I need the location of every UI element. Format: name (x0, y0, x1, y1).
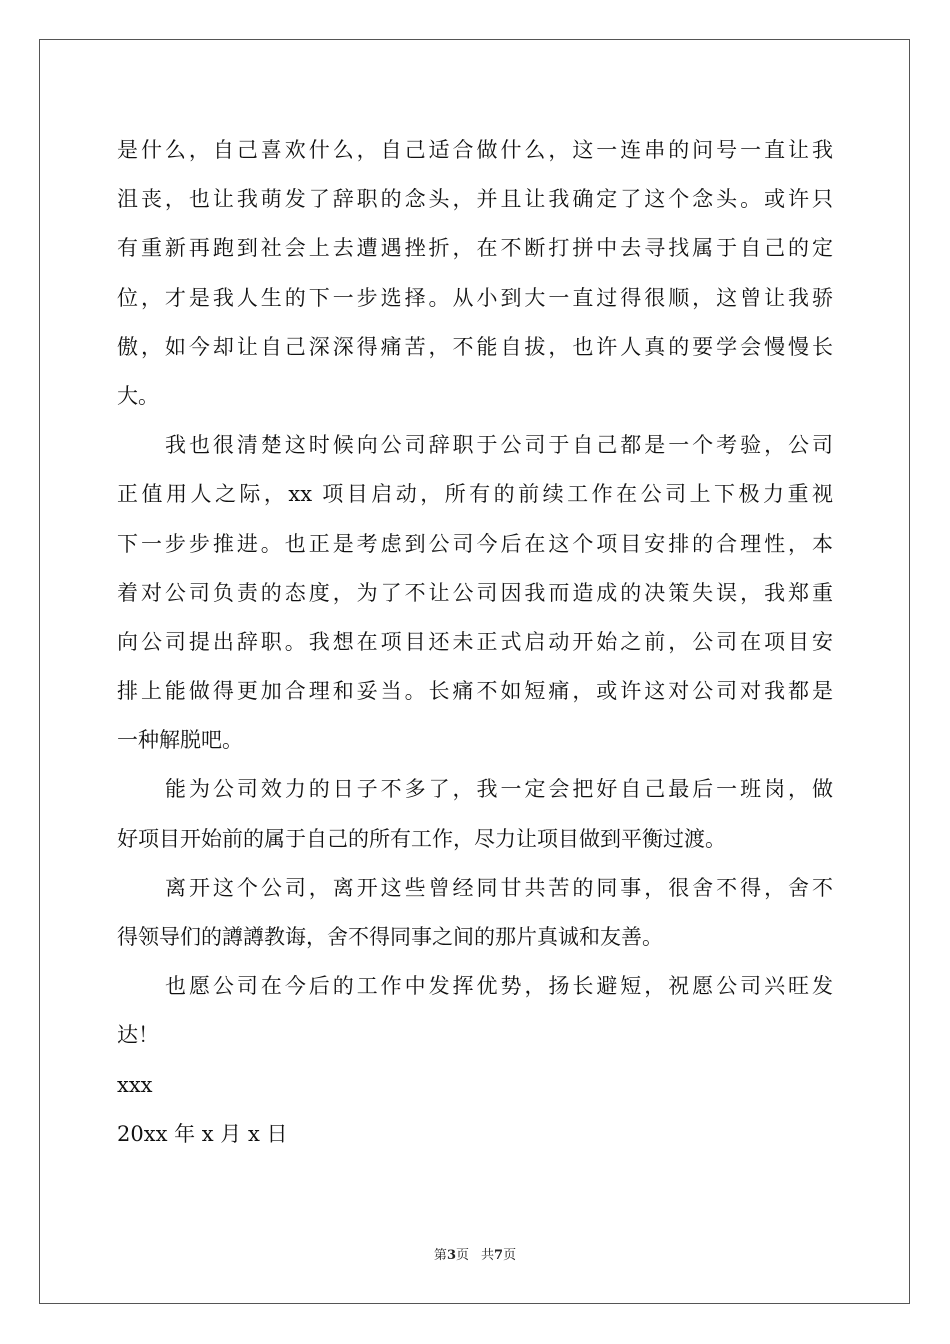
total-pages: 7 (494, 1248, 504, 1263)
text-line: 是什么，自己喜欢什么，自己适合做什么，这一连串的问号一直让我 (117, 138, 833, 162)
text-line: 有重新再跑到社会上去遭遇挫折，在不断打拼中去寻找属于自己的定 (117, 236, 833, 261)
text-line: 20xx 年 x 月 x 日 (117, 1121, 288, 1146)
text-line: 排上能做得更加合理和妥当。长痛不如短痛，或许这对公司对我都是 (117, 679, 833, 704)
total-suffix: 页 (503, 1248, 517, 1263)
text-line: 正值用人之际，xx 项目启动，所有的前续工作在公司上下极力重视 (117, 482, 833, 507)
page-number: 3 (446, 1248, 456, 1263)
text-line: 得领导们的譐譐教诲，舍不得同事之间的那片真诚和友善。 (117, 925, 663, 949)
text-line: 着对公司负责的态度，为了不让公司因我而造成的决策失误，我郑重 (117, 580, 833, 605)
text-line: 我也很清楚这时候向公司辞职于公司于自己都是一个考验，公司 (165, 433, 833, 458)
text-line: 大。 (117, 383, 159, 408)
text-line: xxx (117, 1072, 153, 1097)
page-prefix: 第 (433, 1248, 447, 1263)
letter-body (117, 126, 833, 1159)
text-line: 下一步步推进。也正是考虑到公司今后在这个项目安排的合理性，本 (117, 531, 833, 556)
text-line: 达！ (117, 1023, 159, 1048)
page-footer (0, 1247, 950, 1265)
total-prefix: 共 (481, 1248, 495, 1263)
text-line: 也愿公司在今后的工作中发挥优势，扬长避短，祝愿公司兴旺发 (165, 974, 833, 999)
page-suffix: 页 (455, 1248, 469, 1263)
text-line: 向公司提出辞职。我想在项目还未正式启动开始之前，公司在项目安 (117, 629, 833, 654)
text-line: 位，才是我人生的下一步选择。从小到大一直过得很顺，这曾让我骄 (117, 285, 833, 310)
text-line: 沮丧，也让我萌发了辞职的念头，并且让我确定了这个念头。或许只 (117, 187, 833, 212)
text-line: 能为公司效力的日子不多了，我一定会把好自己最后一班岗，做 (165, 777, 833, 802)
text-line: 好项目开始前的属于自己的所有工作，尽力让项目做到平衡过渡。 (117, 826, 726, 851)
text-line: 一种解脱吧。 (117, 728, 243, 753)
text-line: 离开这个公司，离开这些曾经同甘共苦的同事，很舍不得，舍不 (165, 875, 833, 900)
text-line: 傲，如今却让自己深深得痛苦，不能自拔，也许人真的要学会慢慢长 (117, 334, 833, 359)
